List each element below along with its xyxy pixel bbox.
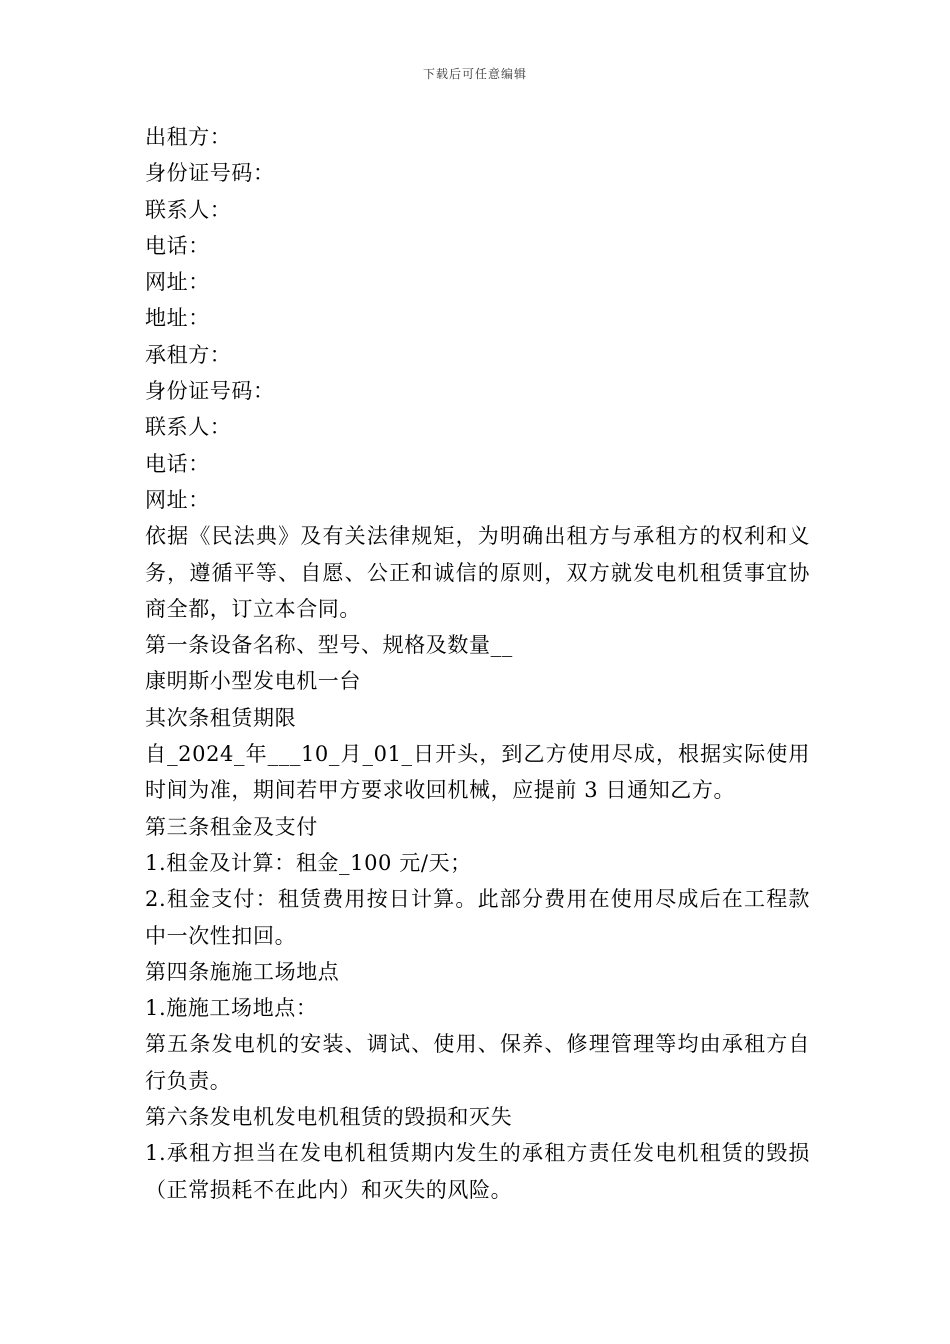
page-header-note: 下载后可任意编辑 bbox=[422, 67, 527, 81]
article1-heading: 第一条设备名称、型号、规格及数量__ bbox=[145, 633, 513, 658]
lessor-website: 网址： bbox=[145, 270, 210, 295]
lessee-id-number: 身份证号码： bbox=[145, 379, 275, 404]
lessor-title: 出租方： bbox=[145, 125, 232, 149]
article3-item1: 1.租金及计算：租金_100 元/天； bbox=[145, 850, 472, 875]
lessee-phone: 电话： bbox=[145, 451, 210, 476]
article6-item1: 1.承租方担当在发电机租赁期内发生的承租方责任发电机租赁的毁损（正常损耗不在此内）和灭失的风险。 bbox=[145, 1141, 810, 1202]
article3-item2: 2.租金支付：租赁费用按日计算。此部分费用在使用尽成后在工程款中一次性扣回。 bbox=[145, 887, 810, 948]
article2-content: 自_2024_年___10_月_01_日开头，到乙方使用尽成，根据实际使用时间为准，期间若甲方要求收回机械，应提前 3 日通知乙方。 bbox=[145, 742, 810, 803]
lessor-contact: 联系人： bbox=[145, 197, 232, 222]
article3-heading: 第三条租金及支付 bbox=[145, 814, 318, 839]
article2-heading: 其次条租赁期限 bbox=[145, 705, 297, 730]
article6-heading: 第六条发电机发电机租赁的毁损和灭失 bbox=[145, 1105, 513, 1130]
lessee-contact: 联系人： bbox=[145, 415, 232, 440]
lessee-title: 承租方： bbox=[145, 342, 232, 367]
article4-item1: 1.施施工场地点： bbox=[145, 996, 318, 1021]
article1-content: 康明斯小型发电机一台 bbox=[145, 669, 361, 694]
contract-body bbox=[145, 119, 810, 1208]
preamble-paragraph: 依据《民法典》及有关法律规矩，为明确出租方与承租方的权利和义务，遵循平等、自愿、公正和诚信的原则，双方就发电机租赁事宜协商全都，订立本合同。 bbox=[145, 524, 810, 621]
lessor-phone: 电话： bbox=[145, 233, 210, 258]
article5-content: 第五条发电机的安装、调试、使用、保养、修理管理等均由承租方自行负责。 bbox=[145, 1032, 810, 1093]
lessee-website: 网址： bbox=[145, 487, 210, 512]
lessor-address: 地址： bbox=[145, 306, 210, 331]
article4-heading: 第四条施施工场地点 bbox=[145, 959, 340, 984]
lessor-id-number: 身份证号码： bbox=[145, 161, 275, 186]
